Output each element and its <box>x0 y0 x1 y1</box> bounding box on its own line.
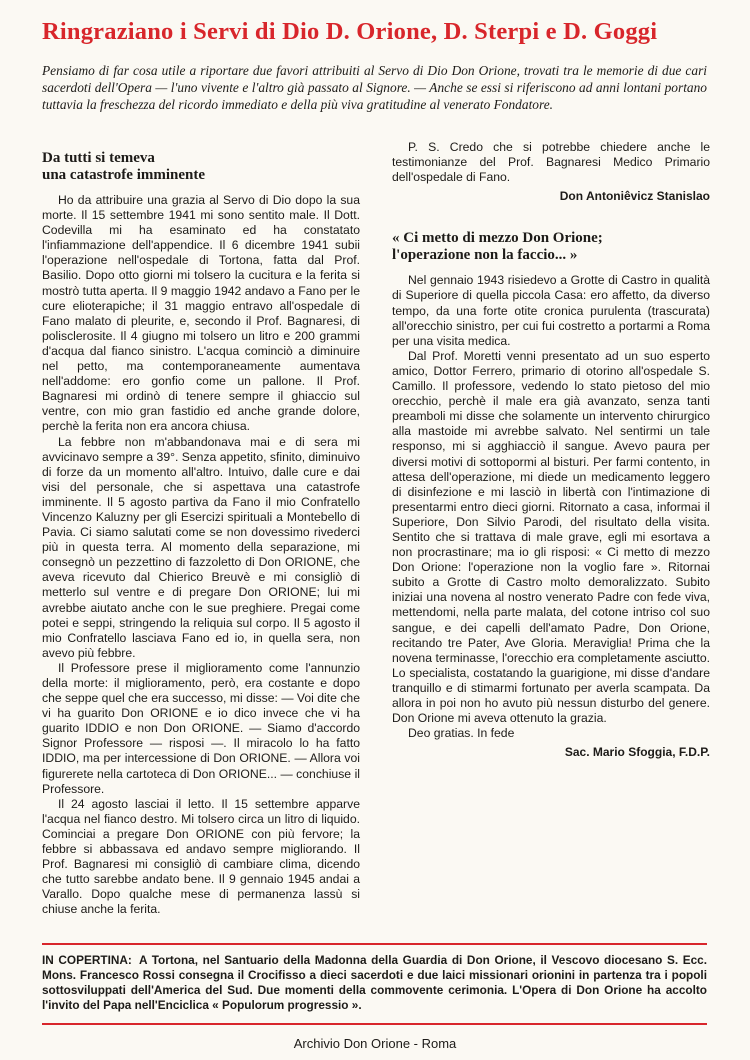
cover-caption-label: IN COPERTINA: <box>42 953 132 967</box>
cover-caption-text: A Tortona, nel Santuario della Madonna della Guardia di Don Orione, il Vescovo diocesano S. Ecc. Mons. Francesco Rossi consegna il Crocifisso a dieci sacerdoti e due laici missionari orionini in partenza tra i popoli sottosviluppati dell'America del Sud. Due momenti della commovente cerimonia. L'Opera di Don Orione ha accolto l'invito del Papa nell'Enciclica « Populorum progressio ». <box>42 953 708 1012</box>
article1-heading-line1: Da tutti si temeva <box>42 150 155 166</box>
article2-heading <box>392 230 710 264</box>
article2-signature: Sac. Mario Sfoggia, F.D.P. <box>564 745 710 760</box>
intro-paragraph: Pensiamo di far cosa utile a riportare due favori attribuiti al Servo di Dio Don Orione, trovati tra le memorie di due cari sacerdoti dell'Opera — l'uno vivente e l'altro già passato al Signore. — Anche se essi si riferiscono ad anni lontani portano tuttavia la freschezza del ricordo immediato e della più viva gratitudine al venerato Fondatore. <box>42 63 707 112</box>
article2-closing: Deo gratias. In fede <box>408 726 515 741</box>
article1-heading <box>42 150 360 184</box>
archive-footer: Archivio Don Orione - Roma <box>293 1036 457 1051</box>
article1-signature: Don Antoniêvicz Stanislao <box>559 189 710 204</box>
right-column <box>392 140 710 760</box>
left-column <box>42 142 360 918</box>
article1-paragraph-4: Il 24 agosto lasciai il letto. Il 15 settembre apparve l'acqua nel fianco destro. Mi tolsero circa un litro di liquido. Cominciai a pregare Don ORIONE con più fervore; la febbre si abbassava ed andavo sempre migliorando. Il Prof. Bagnaresi mi consigliò di cambiare clima, dicendo che tutto sarebbe andato bene. Il 9 gennaio 1945 andai a Varallo. Dopo qualche mese di permanenza lassù si chiuse anche la ferita. <box>42 796 360 917</box>
cover-caption <box>42 943 707 1025</box>
article2-heading-line1: « Ci metto di mezzo Don Orione; <box>392 230 603 247</box>
article1-paragraph-1: Ho da attribuire una grazia al Servo di Dio dopo la sua morte. Il 15 settembre 1941 mi sono sentito male. Il Dott. Codevilla mi ha esaminato ed ha constatato l'infiammazione dell'appendice. Il 6 dicembre 1941 subii l'operazione nell'ospedale di Tortona, fatta dal Prof. Basilio. Dopo otto giorni mi tolsero la cucitura e la ferita si mostrò tutta aperta. Il 9 maggio 1942 andavo a Fano per le cure elioterapiche; il 31 maggio entravo all'ospedale di Fano malato di pleurite, e, secondo il Prof. Bagnaresi, di polisclerosite. Il 4 giugno mi tolsero un litro e 200 grammi d'acqua dal fianco sinistro. L'acqua cominciò a diminuire nel petto, ma contemporaneamente aumentava nell'addome: ero gonfio come un pallone. Il Prof. Bagnaresi mi ordinò di tenere sempre il ghiaccio sul ventre, con mio gran fastidio ed anche grande dolore, perchè la ferita non era ancora chiusa. <box>42 193 360 434</box>
article1-paragraph-3: Il Professore prese il miglioramento come l'annunzio della morte: il miglioramento, però, era costante e dopo che seppe quel che era successo, mi disse: — Voi dite che vi ha guarito Don ORIONE e io dico invece che vi ha guarito IDDIO e non Don ORIONE. — Siamo d'accordo Signor Professore — risposi —. Il miracolo lo ha fatto IDDIO, ma per intercessione di Don ORIONE. — Allora voi figurerete nella cartoteca di Don ORIONE... — conchiuse il Professore. <box>42 660 360 796</box>
page-title: Ringraziano i Servi di Dio D. Orione, D. Sterpi e D. Goggi <box>42 18 658 45</box>
article1-heading-line2: una catastrofe imminente <box>42 167 206 183</box>
article2-paragraph-2: Dal Prof. Moretti venni presentato ad un suo esperto amico, Dottor Ferrero, primario di otorino all'ospedale S. Camillo. Il professore, vedendo lo stato pietoso del mio orecchio, perchè il male era già avanzato, senza tanti preamboli mi disse che solamente un intervento chirurgico alla mastoide mi avrebbe salvato. Nel sentirmi un tale responso, mi si agghiacciò il sangue. Avevo paura per diversi motivi di sottopormi al bisturi. Per farmi contento, in attesa dell'operazione, mi diede un medicamento leggero di disinfezione e mi lasciò in libertà con l'intimazione di presentarmi entro dieci giorni. Ritornato a casa, informai il Superiore, Don Silvio Parodi, del risultato della visita. Sentito che si trattava di male grave, egli mi esortava a non procrastinare; ma io gli risposi: « Ci metto di mezzo Don Orione: l'operazione non la voglio fare ». Ritornai subito a Grotte di Castro molto demoralizzato. Subito iniziai una novena al nostro venerato Padre con fede viva, mettendomi, nella parte malata, del cotone intriso col suo sangue, e dei capelli dell'amato Padre, Don Orione, recitando tre Pater, Ave Gloria. Meraviglia! Prima che la novena terminasse, l'orecchio era completamente asciutto. Lo specialista, costatando la guarigione, mi disse d'andare tranquillo e di stimarmi fortunato per averla scampata. Da allora in poi non ho avuto più nessun disturbo del genere. Don Orione mi aveva ottenuto la grazia. <box>392 348 710 726</box>
article1-paragraph-2: La febbre non m'abbandonava mai e di sera mi avvicinavo sempre a 39°. Senza appetito, sfinito, diminuivo di forze da un momento all'altro. Intuivo, dalle cure e dai visi del personale, che si aspettava una catastrofe imminente. Il 5 agosto partiva da Fano il mio Confratello Vincenzo Kaluzny per gli Esercizi spirituali a Montebello di Pavia. Ci siamo salutati come se non dovessimo rivederci più in questa terra. Al momento della separazione, mi consegnò un pezzettino di fazzoletto di Don ORIONE, che aveva ricevuto dal Chierico Breuvè e mi consigliò di metterlo sul ventre e di pregare Don ORIONE; lui mi avrebbe aiutato anche con le sue preghiere. Pregai come potei e seppi, stringendo la reliquia sul corpo. Il 5 agosto il mio Confratello lasciava Fano ed io, in quella sera, non avevo più febbre. <box>42 434 360 660</box>
article2-paragraph-1: Nel gennaio 1943 risiedevo a Grotte di Castro in qualità di Superiore di quella piccola Casa: ero affetto, da diverso tempo, da una forte otite cronica purulenta (trascurata) all'orecchio sinistro, per cui fui costretto a portarmi a Roma per una visita medica. <box>392 273 710 348</box>
article1-postscript: P. S. Credo che si potrebbe chiedere anche le testimonianze del Prof. Bagnaresi Medico Primario dell'ospedale di Fano. <box>392 140 710 185</box>
article2-heading-line2: l'operazione non la faccio... » <box>392 247 578 264</box>
